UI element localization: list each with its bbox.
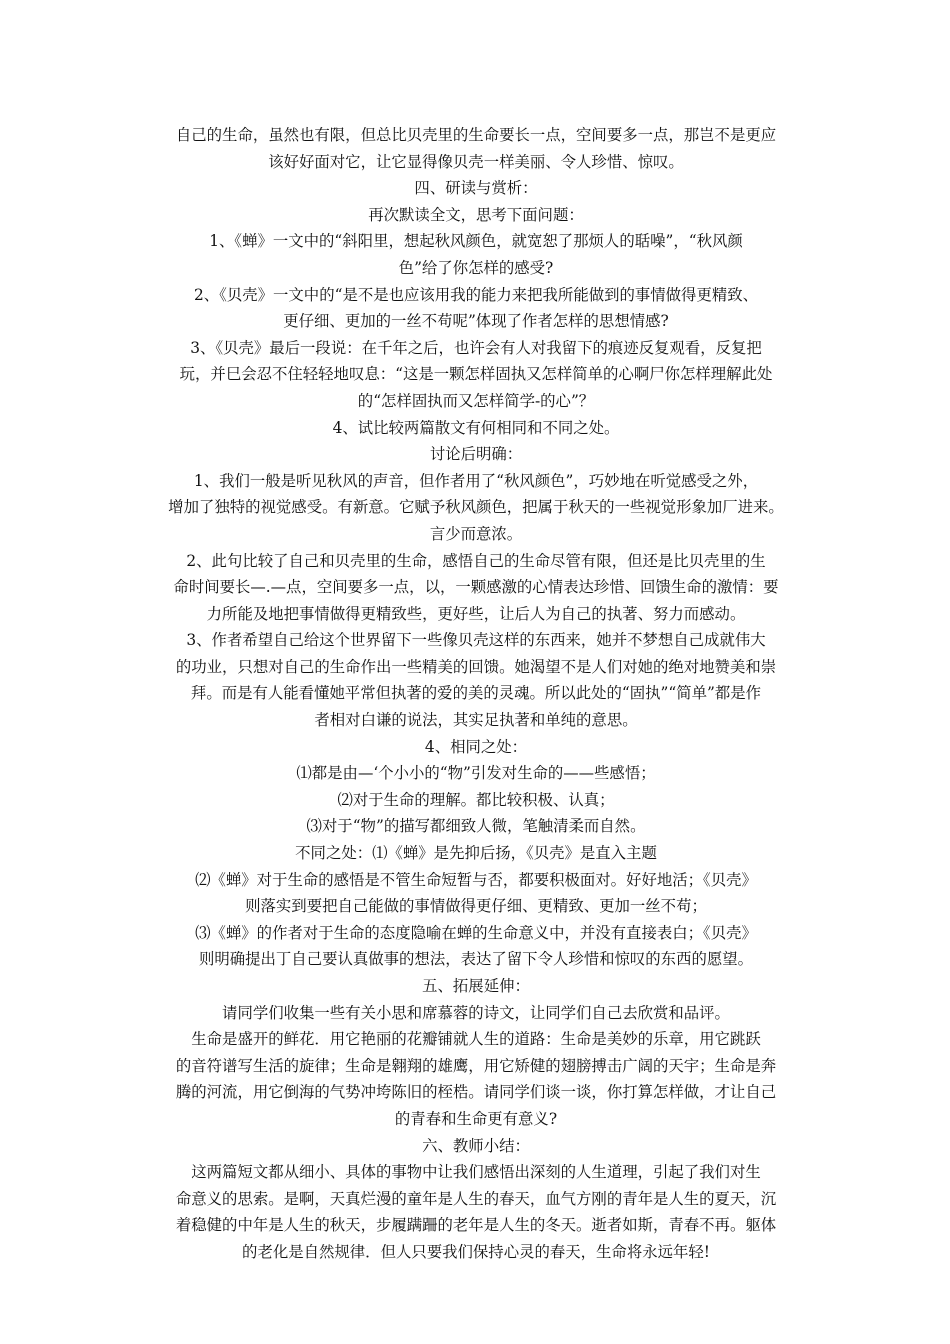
text-line: 则落实到要把自己能做的事情做得更仔细、更精致、更加一丝不苟； bbox=[245, 897, 707, 916]
similarity-3: ⑶对于“物”的描写都细致人微，笔触清柔而自然。 bbox=[306, 817, 646, 836]
section-heading-research: 四、研读与赏析： bbox=[414, 179, 538, 198]
difference-2: ⑵《蝉》对于生命的感悟是不管生命短暂与否，都要积极面对。好好地活；《贝壳》 bbox=[195, 870, 757, 889]
question-2: 2、《贝壳》一文中的“是不是也应该用我的能力来把我所能做到的事情做得更精致、 bbox=[193, 285, 759, 304]
text-line: 命意义的思索。是啊，天真烂漫的童年是人生的春天，血气方刚的青年是人生的夏天，沉 bbox=[175, 1189, 777, 1208]
text-line: 自己的生命，虽然也有限，但总比贝壳里的生命要长一点，空间要多一点，那岂不是更应 bbox=[175, 126, 777, 144]
answer-1: 1、我们一般是听见秋风的声音，但作者用了“秋风颜色”，巧妙地在听觉感受之外， bbox=[193, 471, 759, 490]
text-line: 命时间要长—.—点，空间要多一点，以，一颗感激的心情表达珍惜、回馈生命的激情：要 bbox=[173, 578, 779, 597]
difference-3: ⑶《蝉》的作者对于生命的态度隐喻在蝉的生命意义中，并没有直接表白；《贝壳》 bbox=[195, 923, 757, 942]
text-line: 的老化是自然规律．但人只要我们保持心灵的春天，生命将永远年轻! bbox=[242, 1242, 710, 1261]
text-line: 的音符谱写生活的旋律；生命是翱翔的雄鹰，用它矫健的翅膀搏击广阔的天宇；生命是奔 bbox=[175, 1056, 777, 1075]
text-line: 的“怎样固执而又怎样简学-的心”？ bbox=[357, 391, 595, 410]
text-line: 腾的河流，用它倒海的气势冲垮陈旧的桎梏。请同学们谈一谈，你打算怎样做，才让自己 bbox=[175, 1083, 777, 1102]
text-line: 再次默读全文，思考下面问题： bbox=[368, 205, 584, 224]
text-line: 着稳健的中年是人生的秋天，步履蹒跚的老年是人生的冬天。逝者如斯，青春不再。躯体 bbox=[175, 1216, 777, 1235]
text-line: 增加了独特的视觉感受。有新意。它赋予秋风颜色，把属于秋天的一些视觉形象加厂进来。 bbox=[168, 498, 784, 517]
question-4: 4、试比较两篇散文有何相同和不同之处。 bbox=[332, 418, 620, 437]
text-line: 力所能及地把事情做得更精致些，更好些，让后人为自己的执著、努力而感动。 bbox=[206, 604, 746, 623]
question-3: 3、《贝壳》最后一段说：在千年之后，也许会有人对我留下的痕迹反复观看，反复把 bbox=[190, 338, 762, 357]
answer-2: 2、此句比较了自己和贝壳里的生命，感悟自己的生命尽管有限，但还是比贝壳里的生 bbox=[186, 551, 766, 570]
answer-4: 4、相同之处： bbox=[424, 737, 528, 756]
text-line: 该好好面对它，让它显得像贝壳一样美丽、令人珍惜、惊叹。 bbox=[268, 152, 684, 171]
question-1: 1、《蝉》一文中的“斜阳里，想起秋风颜色，就宽恕了那烦人的聒噪”，“秋风颜 bbox=[209, 232, 743, 251]
text-line: 请同学们收集一些有关小思和席慕蓉的诗文，让同学们自己去欣赏和品评。 bbox=[222, 1003, 730, 1022]
section-heading-extension: 五、拓展延伸： bbox=[422, 977, 530, 995]
text-line: 的功业，只想对自己的生命作出一些精美的回馈。她渴望不是人们对她的绝对地赞美和崇 bbox=[175, 657, 777, 676]
text-line: 则明确提出丁自己要认真做事的想法，表达了留下令人珍惜和惊叹的东西的愿望。 bbox=[198, 950, 754, 969]
text-line: 更仔细、更加的一丝不苟呢”体现了作者怎样的思想情感? bbox=[283, 312, 669, 331]
document-page bbox=[145, 122, 807, 1266]
text-line: 生命是盛开的鲜花．用它艳丽的花瓣铺就人生的道路：生命是美妙的乐章，用它跳跃 bbox=[191, 1030, 761, 1049]
similarity-2: ⑵对于生命的理解。都比较积极、认真； bbox=[337, 790, 615, 809]
answer-3: 3、作者希望自己给这个世界留下一些像贝壳这样的东西来，她并不梦想自己成就伟大 bbox=[186, 631, 766, 650]
text-line: 玩，并巳会忍不住轻轻地叹息：“这是一颗怎样固执又怎样简单的心啊尸你怎样理解此处 bbox=[179, 365, 773, 384]
similarity-1: ⑴都是由—‘个小小的“物”引发对生命的——些感悟； bbox=[296, 764, 656, 783]
difference-1: 不同之处：⑴《蝉》是先抑后扬，《贝壳》是直入主题 bbox=[295, 844, 657, 863]
text-line: 的青春和生命更有意义? bbox=[394, 1109, 558, 1128]
text-line: 者相对白谦的说法，其实足执著和单纯的意思。 bbox=[314, 711, 638, 730]
text-line: 色”给了你怎样的感受? bbox=[398, 258, 554, 277]
discussion-heading: 讨论后明确： bbox=[429, 445, 523, 464]
text-line: 这两篇短文都从细小、具体的事物中让我们感悟出深刻的人生道理，引起了我们对生 bbox=[191, 1163, 761, 1182]
text-line: 言少而意浓。 bbox=[429, 524, 523, 543]
section-heading-summary: 六、教师小结： bbox=[422, 1136, 530, 1155]
text-line: 拜。而是有人能看懂她平常但执著的爱的美的灵魂。所以此处的“固执”“简单”都是作 bbox=[190, 684, 762, 703]
